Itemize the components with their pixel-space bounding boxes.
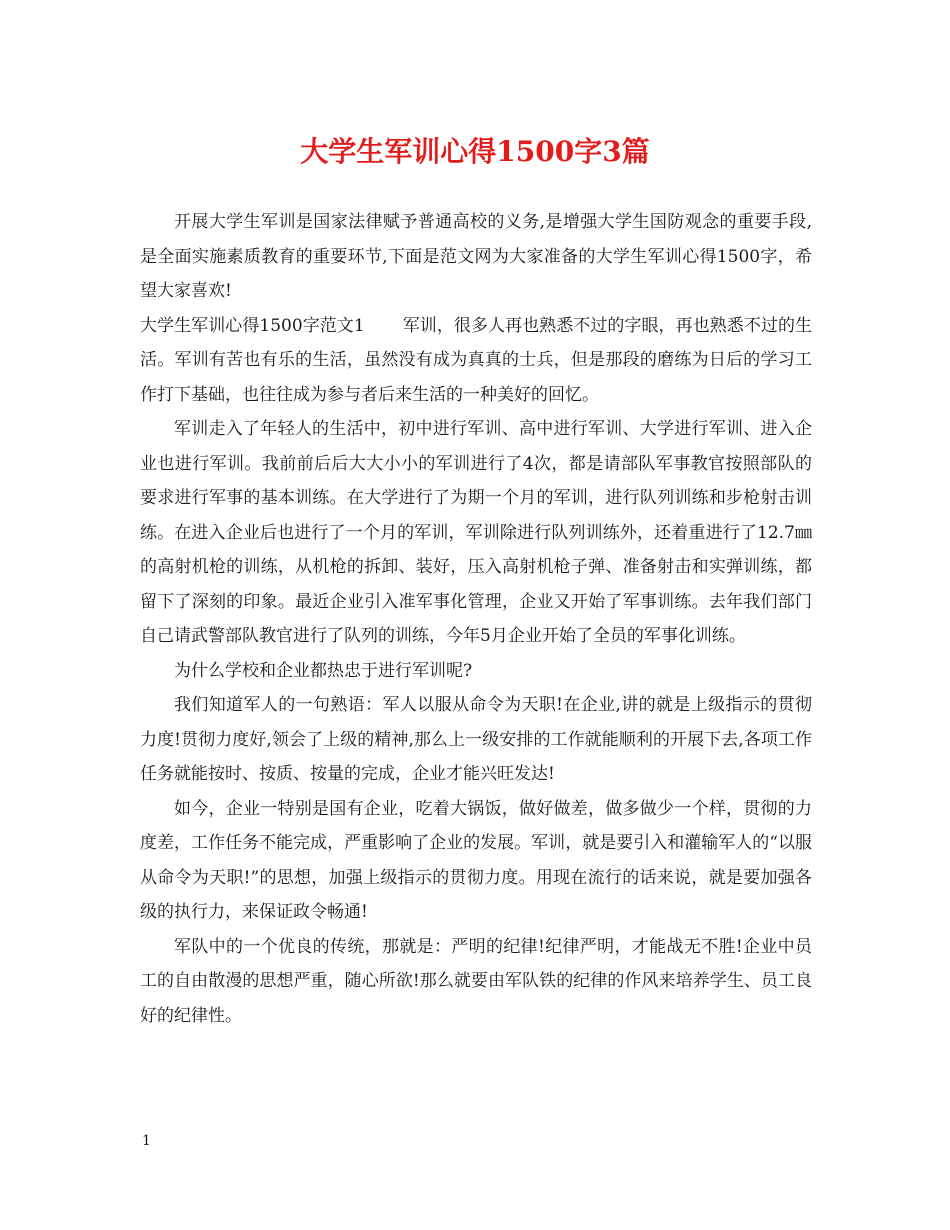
section1-first-text: 军训，很多人再也熟悉不过的字眼，再也熟悉不过的生活。军训有苦也有乐的生活，虽然没有成为真真的士兵，但是那段的磨练为日后的学习工作打下基础，也往往成为参与者后来生活的一种美好的回忆。 [140,315,812,405]
body-paragraph: 为什么学校和企业都热忠于进行军训呢? [174,660,473,681]
document-title: 大学生军训心得1500字3篇 [300,135,650,168]
intro-paragraph: 开展大学生军训是国家法律赋予普通高校的义务,是增强大学生国防观念的重要手段,是全面实施素质教育的重要环节,下面是范文网为大家准备的大学生军训心得1500字，希望大家喜欢! [140,212,812,301]
document-body [140,205,812,1033]
body-paragraph: 军队中的一个优良的传统，那就是：严明的纪律!纪律严明，才能战无不胜!企业中员工的自由散漫的思想严重，随心所欲!那么就要由军队铁的纪律的作风来培养学生、员工良好的纪律性。 [140,936,812,1026]
section1-heading: 大学生军训心得1500字范文1 [140,315,365,336]
body-paragraph: 军训走入了年轻人的生活中，初中进行军训、高中进行军训、大学进行军训、进入企业也进行军训。我前前后后大大小小的军训进行了4次，都是请部队军事教官按照部队的要求进行军事的基本训练。在大学进行了为期一个月的军训，进行队列训练和步枪射击训练。在进入企业后也进行了一个月的军训，军训除进行队列训练外，还着重进行了12.7㎜的高射机枪的训练，从机枪的拆卸、装好，压入高射机枪子弹、准备射击和实弹训练，都留下了深刻的印象。最近企业引入准军事化管理，企业又开始了军事训练。去年我们部门自己请武警部队教官进行了队列的训练，今年5月企业开始了全员的军事化训练。 [140,419,812,646]
section1-paragraph [140,309,812,413]
page-number: 1 [142,1133,151,1149]
body-paragraph: 我们知道军人的一句熟语：军人以服从命令为天职!在企业,讲的就是上级指示的贯彻力度!贯彻力度好,领会了上级的精神,那么上一级安排的工作就能顺利的开展下去,各项工作任务就能按时、按质、按量的完成，企业才能兴旺发达! [140,695,812,784]
body-paragraph: 如今，企业一特别是国有企业，吃着大锅饭，做好做差，做多做少一个样，贯彻的力度差，工作任务不能完成，严重影响了企业的发展。军训，就是要引入和灌输军人的“以服从命令为天职!”的思想，加强上级指示的贯彻力度。用现在流行的话来说，就是要加强各级的执行力，来保证政令畅通! [140,798,812,922]
